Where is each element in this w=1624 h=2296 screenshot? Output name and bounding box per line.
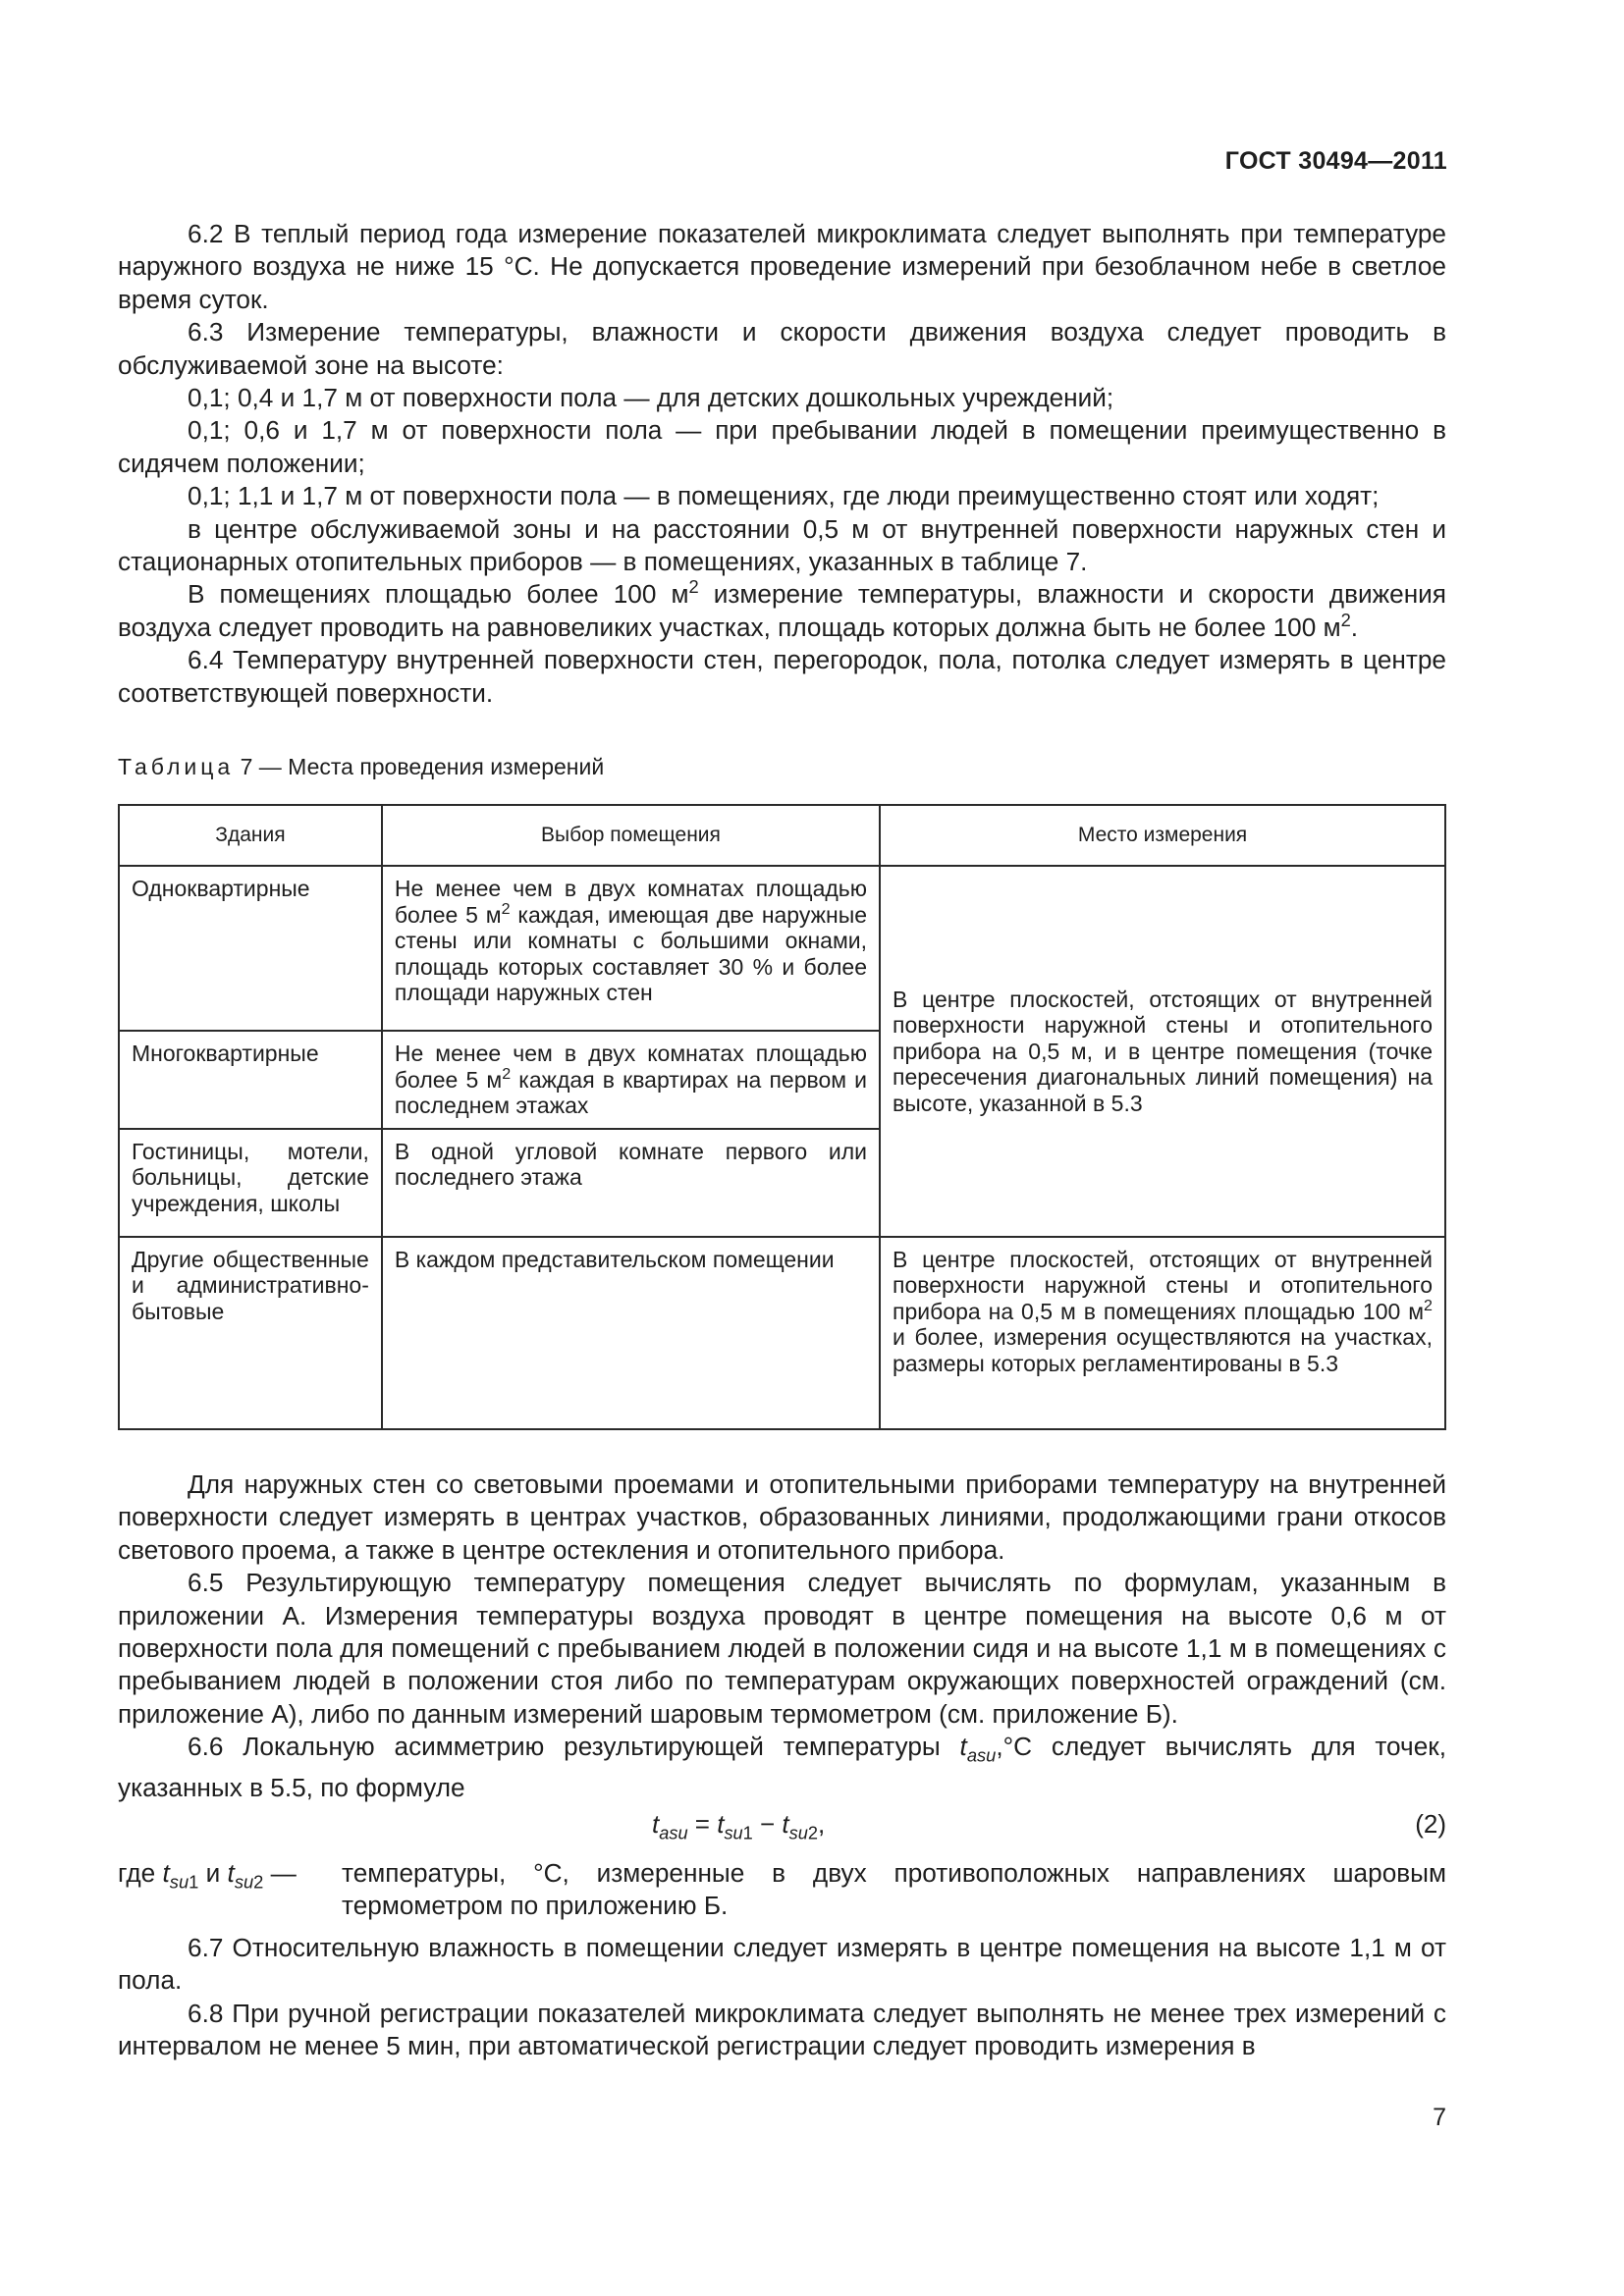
paragraph-6-5: 6.5 Результирующую температуру помещения следует вычислять по формулам, указанным в приложении А. Измерения температуры воздуха проводят в центре помещения на высоте 0,6 м от поверхности пола для помещений с пребыванием людей в положении сидя и на высоте 1,1 м в помещениях с пребыванием людей в положении стоя либо по температурам окружающих поверхностей ограждений (см. приложение А), либо по данным измерений шаровым термометром (см. приложение Б). (118, 1568, 1446, 1729)
column-header-room-choice: Выбор помещения (382, 805, 880, 866)
paragraph-6-2: 6.2 В теплый период года измерение показателей микроклимата следует выполнять при температуре наружного воздуха не ниже 15 °С. Не допускается проведение измерений при безоблачном небе в светлое время суток. (118, 219, 1446, 314)
column-header-buildings: Здания (119, 805, 382, 866)
paragraph-6-7: 6.7 Относительную влажность в помещении следует измерять в центре помещения на высоте 1,1 м от пола. (118, 1933, 1446, 1996)
table-row (119, 1237, 1445, 1429)
list-item-standing: 0,1; 1,1 и 1,7 м от поверхности пола — в помещениях, где люди преимущественно стоят или ходят; (188, 481, 1380, 511)
list-item-sitting: 0,1; 0,6 и 1,7 м от поверхности пола — при пребывании людей в помещении преимущественно в сидячем положении; (118, 415, 1446, 478)
room-choice-cell: В одной угловой комнате первого или последнего этажа (382, 1129, 880, 1237)
table-header-row (119, 805, 1445, 866)
column-header-measurement-place: Место измерения (880, 805, 1445, 866)
room-choice-cell: В каждом представительском помещении (382, 1237, 880, 1429)
paragraph-6-8: 6.8 При ручной регистрации показателей микроклимата следует выполнять не менее трех измерений с интервалом не менее 5 мин, при автоматической регистрации следует проводить измерения в (118, 1998, 1446, 2061)
standard-header: ГОСТ 30494—2011 (1224, 147, 1447, 175)
paragraph-area: В помещениях площадью более 100 $м^2$ измерение температуры, влажности и скорости движения воздуха следует проводить на равновеликих участках, площадь которых должна быть не более 100 $м^2$. (118, 576, 1446, 642)
formula-number: (2) (1415, 1809, 1446, 1839)
section-6-5-6-6 (118, 1468, 1446, 1804)
section-6-2-6-3 (118, 218, 1446, 710)
page-number: 7 (1433, 2104, 1446, 2131)
paragraph-6-6: 6.6 Локальную асимметрию результирующей температуры $t_{asu},^\circ С$ следует вычислять для точек, указанных в 5.5, по формуле (118, 1732, 1446, 1803)
building-cell: Гостиницы, мотели, больницы, детские учреждения, школы (119, 1129, 382, 1237)
table-caption: Таблица 7 — Места проведения измерений (118, 754, 605, 779)
legend-description: температуры, °С, измеренные в двух противоположных направлениях шаровым термометром по приложению Б. (342, 1858, 1446, 1921)
measurement-place-merged-cell: В центре плоскостей, отстоящих от внутренней поверхности наружной стены и отопительного прибора на 0,5 м, и в центре помещения (точке пересечения диагональных линий помещения) на высоте, указанной в 5.3 (880, 866, 1445, 1237)
paragraph-window-walls: Для наружных стен со световыми проемами и отопительными приборами температуру на внутренней поверхности следует измерять в центрах участков, образованных линиями, продолжающими грани откосов светового проема, а также в центре остекления и отопительного прибора. (118, 1469, 1446, 1565)
list-item-center: в центре обслуживаемой зоны и на расстоянии 0,5 м от внутренней поверхности наружных стен и стационарных отопительных приборов — в помещениях, указанных в таблице 7. (118, 513, 1446, 577)
paragraph-6-3: 6.3 Измерение температуры, влажности и скорости движения воздуха следует проводить в обслуживаемой зоне на высоте: (118, 317, 1446, 380)
measurement-places-table (118, 804, 1446, 1430)
room-choice-cell: Не менее чем в двух комнатах площадью более 5 $м^2$ каждая, имеющая две наружные стены или комнаты с большими окнами, площадь которых составляет 30 % и более площади наружных стен (382, 866, 880, 1031)
measurement-place-cell: В центре плоскостей, отстоящих от внутренней поверхности наружной стены и отопительного прибора на 0,5 м в помещениях площадью 100 $м^2$ и более, измерения осуществляются на участках, размеры которых регламентированы в 5.3 (880, 1237, 1445, 1429)
building-cell: Одноквартирные (119, 866, 382, 1031)
section-6-7-6-8 (118, 1932, 1446, 2063)
building-cell: Другие общественные и административно-бытовые (119, 1237, 382, 1429)
building-cell: Многоквартирные (119, 1031, 382, 1129)
table-row (119, 866, 1445, 1031)
paragraph-6-4: 6.4 Температуру внутренней поверхности стен, перегородок, пола, потолка следует измерять в центре соответствующей поверхности. (118, 645, 1446, 708)
legend-symbols: где $t_{su1}$ и $t_{su2}$ — (118, 1858, 297, 1893)
room-choice-cell: Не менее чем в двух комнатах площадью более 5 $м^2$ каждая в квартирах на первом и последнем этажах (382, 1031, 880, 1129)
formula-expression: $t_{asu} = t_{su1} - t_{su2}$, (652, 1809, 826, 1843)
list-item-preschool: 0,1; 0,4 и 1,7 м от поверхности пола — для детских дошкольных учреждений; (188, 383, 1114, 413)
